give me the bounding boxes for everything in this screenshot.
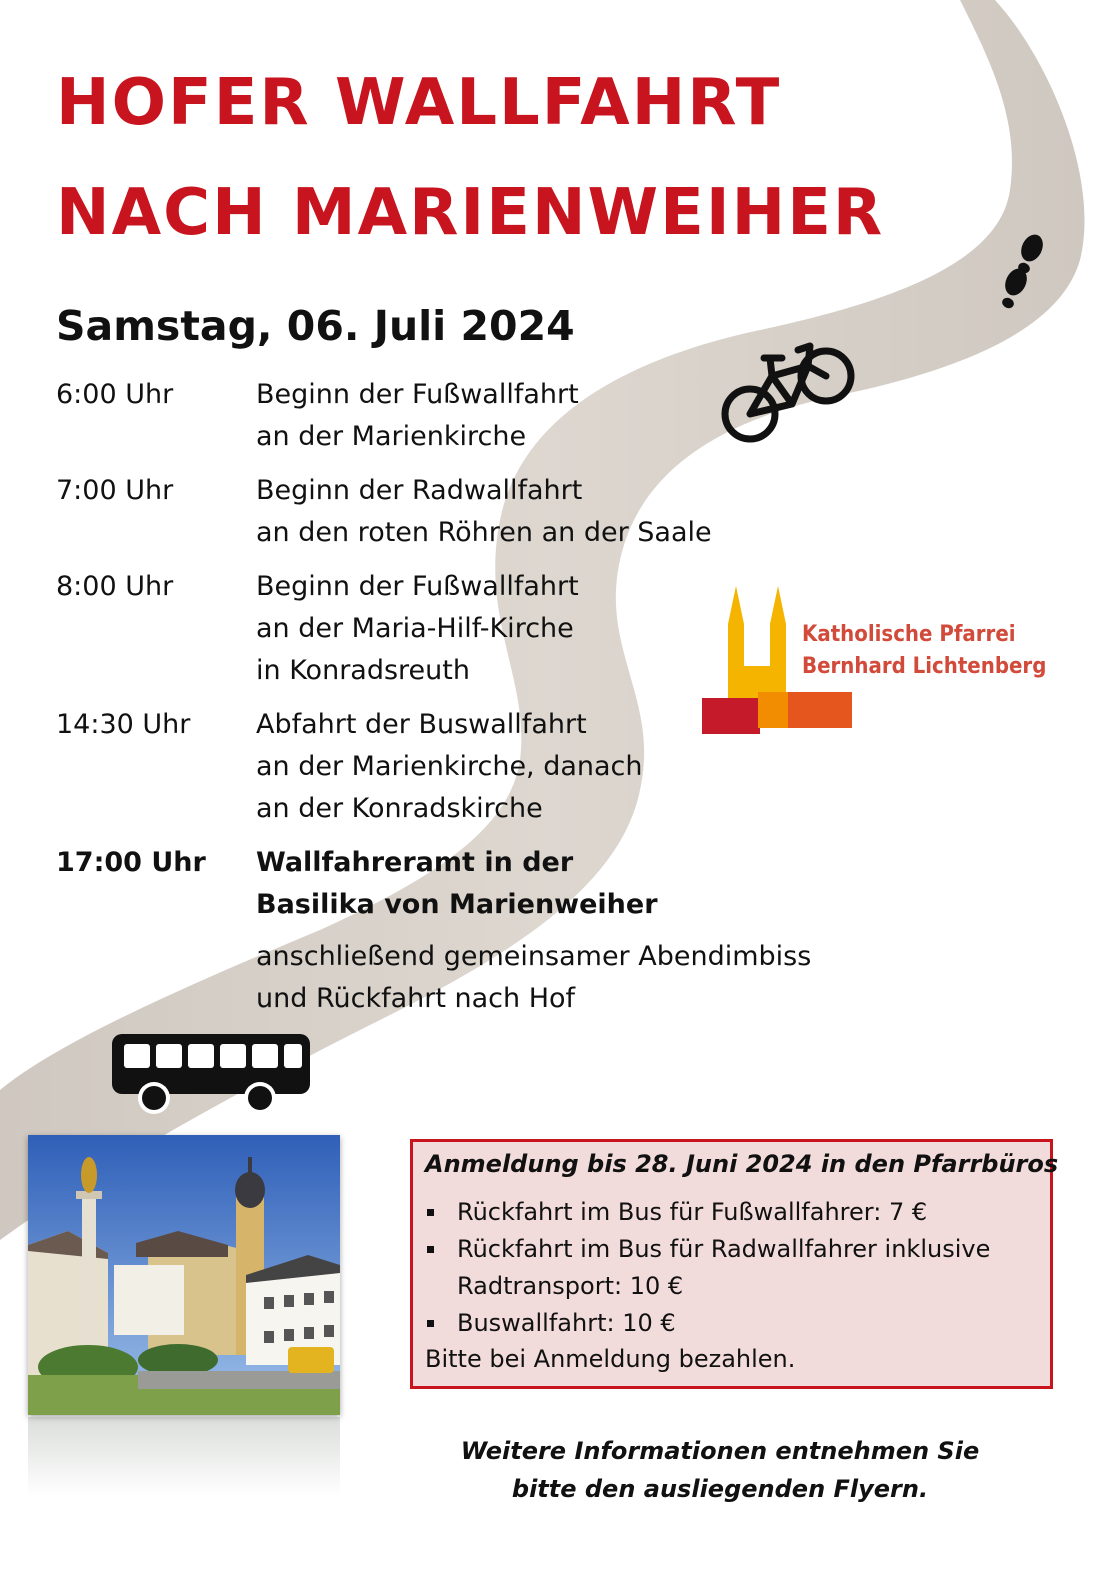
schedule-description — [256, 842, 658, 926]
schedule-line: an der Marienkirche, danach — [256, 751, 643, 782]
schedule-time: 14:30 Uhr — [56, 709, 191, 740]
after-line: anschließend gemeinsamer Abendimbiss — [256, 941, 812, 972]
logo-line-2: Bernhard Lichtenberg — [802, 654, 1047, 679]
schedule-line: Beginn der Fußwallfahrt — [256, 571, 579, 602]
bus-icon — [110, 1032, 314, 1116]
title-line-2: NACH MARIENWEIHER — [56, 176, 885, 250]
event-date: Samstag, 06. Juli 2024 — [56, 302, 575, 350]
schedule-description — [256, 566, 579, 692]
bicycle-icon — [720, 336, 856, 448]
photo-reflection — [28, 1417, 340, 1497]
after-service-text — [256, 936, 811, 1020]
schedule-line: Basilika von Marienweiher — [256, 889, 658, 920]
parish-logo — [700, 580, 1060, 740]
schedule-line: an der Marienkirche — [256, 421, 527, 452]
price-list — [425, 1194, 990, 1342]
schedule-line: Beginn der Radwallfahrt — [256, 475, 583, 506]
schedule-description — [256, 704, 643, 830]
schedule-description — [256, 470, 712, 554]
registration-heading: Anmeldung bis 28. Juni 2024 in den Pfarrbüros — [425, 1150, 1059, 1178]
schedule-time: 6:00 Uhr — [56, 379, 174, 410]
more-info-line-1: Weitere Informationen entnehmen Sie — [460, 1437, 980, 1465]
price-item — [425, 1194, 990, 1231]
schedule-description — [256, 374, 579, 458]
schedule-line: Beginn der Fußwallfahrt — [256, 379, 579, 410]
price-item — [425, 1305, 990, 1342]
schedule-line: Abfahrt der Buswallfahrt — [256, 709, 587, 740]
basilica-photo — [28, 1135, 340, 1415]
payment-note: Bitte bei Anmeldung bezahlen. — [425, 1345, 796, 1373]
price-item-text: Rückfahrt im Bus für Radwallfahrer inklusive — [457, 1235, 991, 1263]
price-item-text-continued: Radtransport: 10 € — [457, 1272, 684, 1300]
schedule-line: an der Konradskirche — [256, 793, 543, 824]
registration-box — [410, 1139, 1059, 1389]
after-line: und Rückfahrt nach Hof — [256, 983, 576, 1014]
schedule-line: an der Maria-Hilf-Kirche — [256, 613, 574, 644]
schedule-time: 7:00 Uhr — [56, 475, 174, 506]
schedule-time: 17:00 Uhr — [56, 847, 206, 878]
more-info-line-2: bitte den ausliegenden Flyern. — [511, 1475, 929, 1503]
schedule-line: in Konradsreuth — [256, 655, 470, 686]
schedule-line: an den roten Röhren an der Saale — [256, 517, 712, 548]
footprints-icon — [996, 232, 1052, 314]
more-info-text — [410, 1432, 1030, 1508]
price-item-text: Rückfahrt im Bus für Fußwallfahrer: 7 € — [457, 1198, 928, 1226]
schedule-time: 8:00 Uhr — [56, 571, 174, 602]
price-item-text: Buswallfahrt: 10 € — [457, 1309, 676, 1337]
price-item — [425, 1231, 990, 1305]
logo-line-1: Katholische Pfarrei — [802, 622, 1016, 647]
title-line-1: HOFER WALLFAHRT — [56, 66, 782, 140]
schedule-line: Wallfahreramt in der — [256, 847, 574, 878]
